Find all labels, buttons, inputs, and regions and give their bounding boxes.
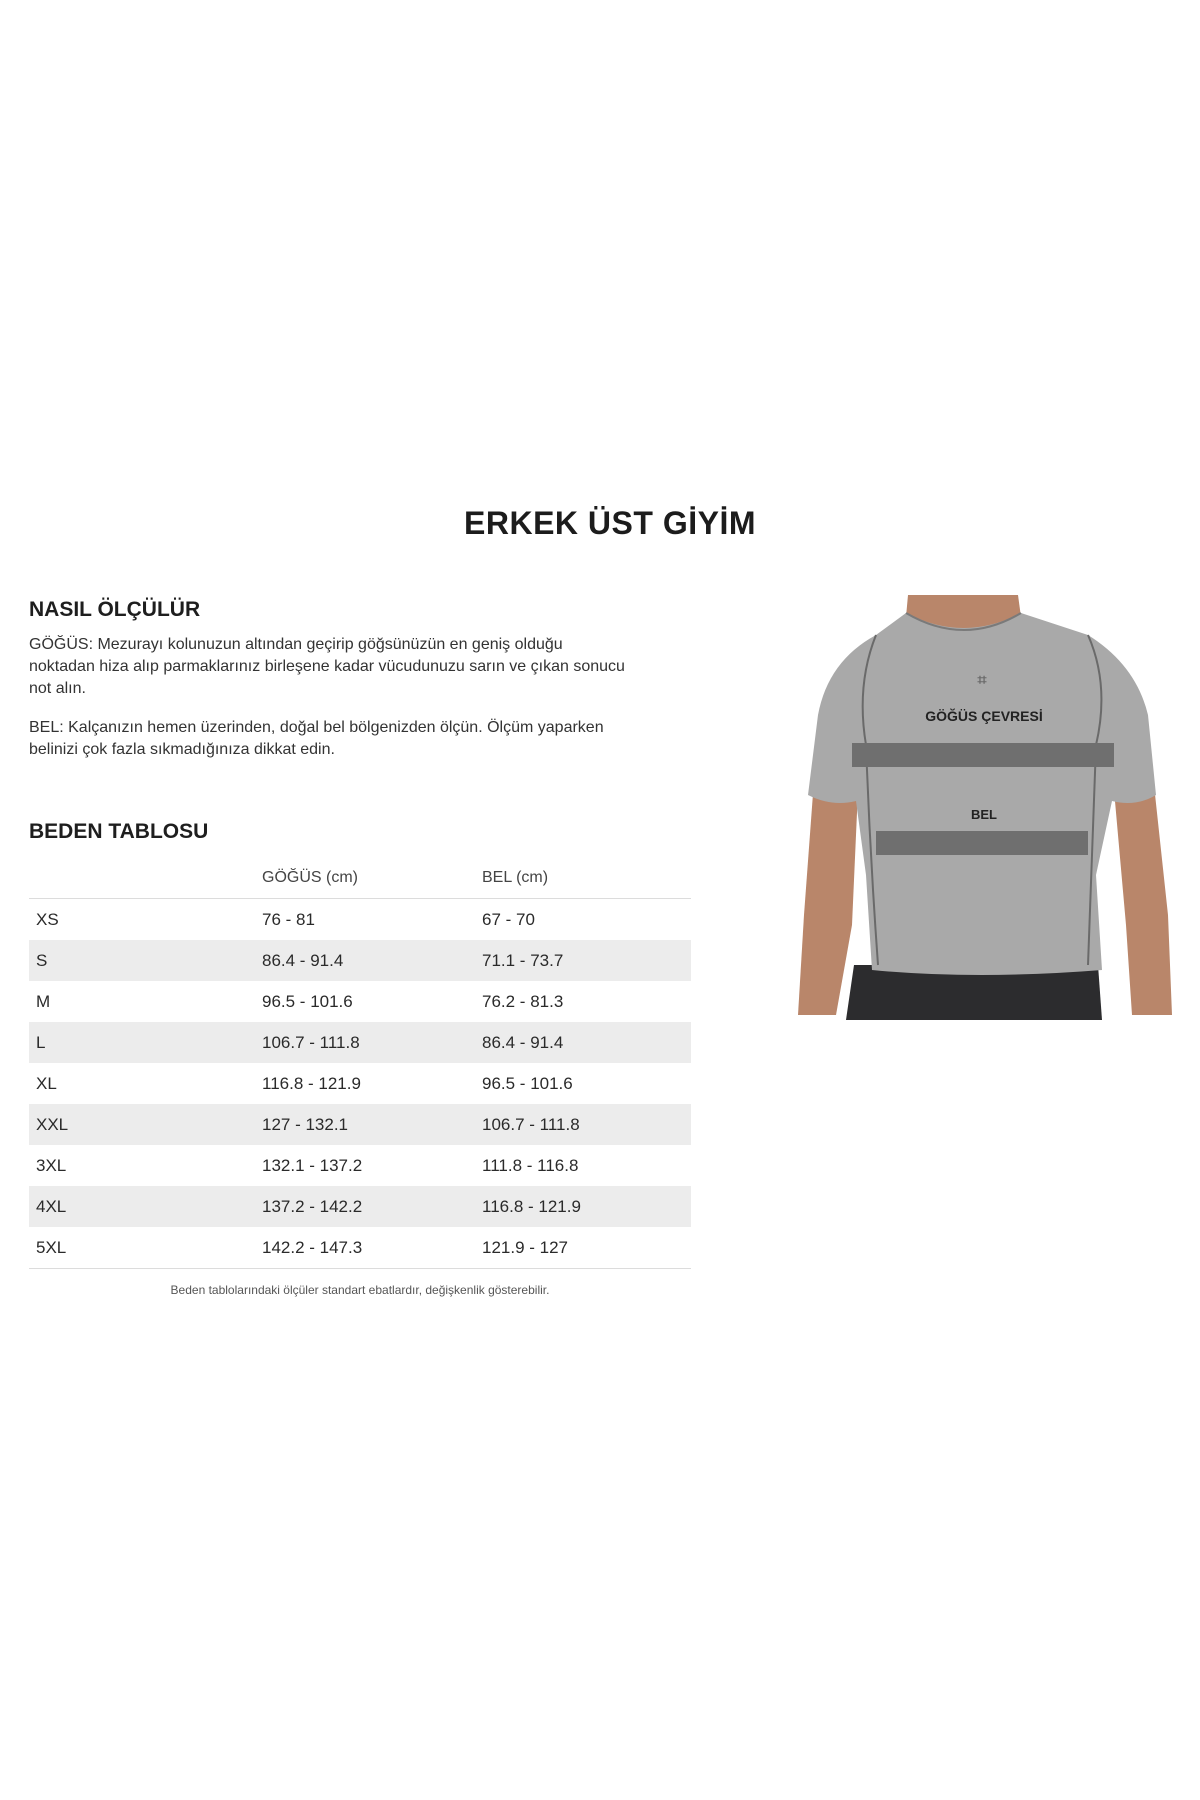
chest-band bbox=[852, 743, 1114, 767]
table-row bbox=[29, 1145, 691, 1186]
table-row bbox=[29, 1186, 691, 1227]
size-cell: S bbox=[29, 940, 262, 981]
waist-cell: 71.1 - 73.7 bbox=[482, 940, 691, 981]
chest-label: GÖĞÜS ÇEVRESİ bbox=[925, 708, 1043, 724]
chest-cell: 132.1 - 137.2 bbox=[262, 1155, 363, 1175]
how-to-measure-heading: NASIL ÖLÇÜLÜR bbox=[29, 598, 201, 621]
measurement-figure bbox=[796, 595, 1176, 1020]
how-to-measure-section bbox=[29, 598, 689, 778]
model-left-arm bbox=[798, 780, 858, 1015]
waist-cell: 116.8 - 121.9 bbox=[482, 1186, 691, 1227]
waist-cell: 67 - 70 bbox=[482, 909, 535, 929]
size-disclaimer: Beden tablolarındaki ölçüler standart ebatlardır, değişkenlik gösterebilir. bbox=[170, 1283, 550, 1297]
size-cell: 4XL bbox=[29, 1186, 262, 1227]
column-header-size bbox=[29, 858, 262, 899]
model-illustration bbox=[796, 595, 1176, 1020]
size-table bbox=[29, 858, 691, 1269]
size-table-header-row bbox=[29, 858, 691, 899]
table-row bbox=[29, 1227, 691, 1269]
waist-label: BEL bbox=[971, 807, 997, 822]
waist-cell: 96.5 - 101.6 bbox=[482, 1073, 573, 1093]
page-title: ERKEK ÜST GİYİM bbox=[464, 505, 756, 541]
waist-instructions: BEL: Kalçanızın hemen üzerinden, doğal bel bölgenizden ölçün. Ölçüm yaparken belinizi çok fazla sıkmadığınıza dikkat edin. bbox=[29, 719, 604, 758]
brand-logo-icon: ⌗ bbox=[977, 672, 987, 689]
model-shirt bbox=[808, 613, 1156, 975]
chest-instructions: GÖĞÜS: Mezurayı kolunuzun altından geçirip göğsünüzün en geniş olduğu noktadan hiza alıp parmaklarınız birleşene kadar vücudunuzu sarın ve çıkan sonucu not alın. bbox=[29, 636, 625, 697]
chest-cell: 106.7 - 111.8 bbox=[262, 1022, 482, 1063]
size-cell: XL bbox=[36, 1073, 57, 1093]
table-row bbox=[29, 899, 691, 941]
chest-cell: 142.2 - 147.3 bbox=[262, 1227, 482, 1269]
chest-cell: 127 - 132.1 bbox=[262, 1104, 482, 1145]
chest-cell: 96.5 - 101.6 bbox=[262, 991, 353, 1011]
size-cell: 5XL bbox=[29, 1227, 262, 1269]
waist-cell: 106.7 - 111.8 bbox=[482, 1104, 691, 1145]
column-header-chest: GÖĞÜS (cm) bbox=[262, 858, 482, 899]
waist-cell: 111.8 - 116.8 bbox=[482, 1155, 579, 1175]
chest-cell: 137.2 - 142.2 bbox=[262, 1186, 482, 1227]
chest-cell: 86.4 - 91.4 bbox=[262, 940, 482, 981]
size-cell: XXL bbox=[29, 1104, 262, 1145]
table-row bbox=[29, 1104, 691, 1145]
chest-cell: 116.8 - 121.9 bbox=[262, 1073, 361, 1093]
waist-cell: 121.9 - 127 bbox=[482, 1227, 691, 1269]
waist-cell: 86.4 - 91.4 bbox=[482, 1022, 691, 1063]
size-cell: L bbox=[29, 1022, 262, 1063]
waist-cell: 76.2 - 81.3 bbox=[482, 991, 564, 1011]
size-table-heading: BEDEN TABLOSU bbox=[29, 820, 209, 843]
table-row bbox=[29, 1063, 691, 1104]
column-header-waist: BEL (cm) bbox=[482, 858, 691, 899]
size-cell: M bbox=[36, 991, 51, 1011]
model-right-arm bbox=[1114, 785, 1172, 1015]
table-row bbox=[29, 940, 691, 981]
waist-band bbox=[876, 831, 1088, 855]
table-row bbox=[29, 1022, 691, 1063]
chest-cell: 76 - 81 bbox=[262, 909, 315, 929]
size-cell: XS bbox=[36, 909, 59, 929]
size-cell: 3XL bbox=[36, 1155, 67, 1175]
table-row bbox=[29, 981, 691, 1022]
